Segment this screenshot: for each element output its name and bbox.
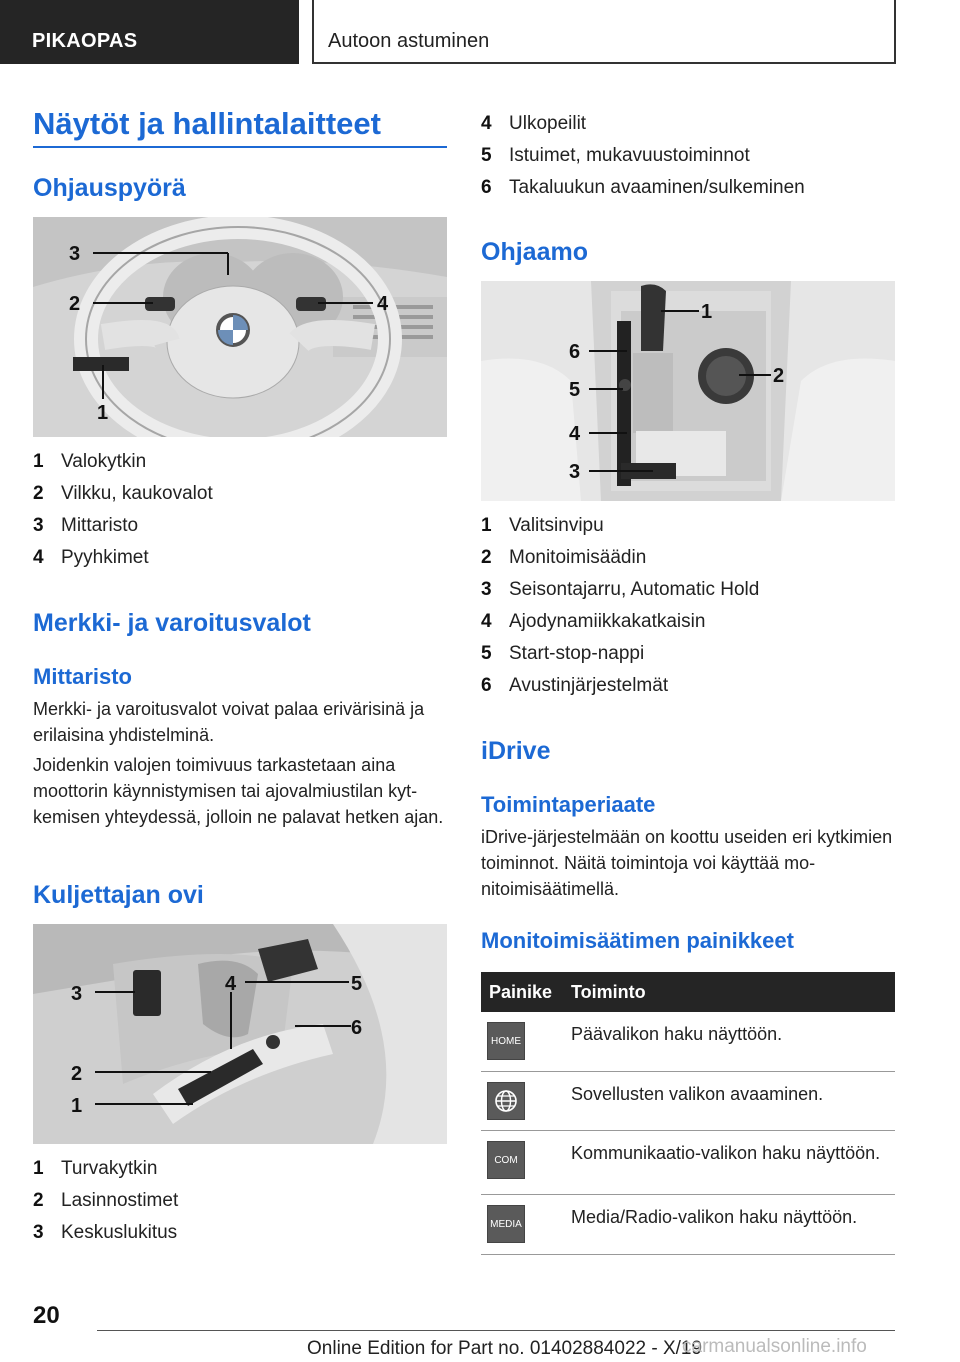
header-chapter-label: Autoon astuminen bbox=[328, 30, 490, 52]
list-item: 6 Avustinjärjestelmät bbox=[481, 675, 669, 696]
table-row bbox=[481, 1131, 895, 1195]
idrive-heading: iDrive bbox=[481, 737, 551, 765]
cockpit-callout: 3 bbox=[569, 461, 581, 483]
list-item: 2 Vilkku, kaukovalot bbox=[33, 483, 213, 504]
cockpit-callout: 4 bbox=[569, 423, 581, 445]
cockpit-callout: 5 bbox=[569, 379, 581, 401]
warning-subheading: Mittaristo bbox=[33, 664, 132, 689]
cockpit-photo bbox=[481, 281, 895, 501]
steering-list bbox=[33, 446, 213, 574]
door-callout: 1 bbox=[71, 1095, 83, 1117]
list-item: 3 Keskuslukitus bbox=[33, 1222, 178, 1243]
list-item: 3 Seisontajarru, Automatic Hold bbox=[481, 579, 760, 600]
footer-rule bbox=[97, 1330, 895, 1331]
list-item: 4 Ajodynamiikkakatkaisin bbox=[481, 611, 706, 632]
cockpit-callout: 1 bbox=[701, 301, 713, 323]
door-callout: 6 bbox=[351, 1017, 363, 1039]
door-callout: 2 bbox=[71, 1063, 83, 1085]
list-item: 1 Turvakytkin bbox=[33, 1158, 158, 1179]
cockpit-list bbox=[481, 510, 759, 702]
list-item: 1 Valitsinvipu bbox=[481, 515, 604, 536]
table-row bbox=[481, 1072, 895, 1131]
table-header bbox=[481, 972, 895, 1012]
door-list-continued bbox=[481, 108, 805, 204]
table-cell: Päävalikon haku näyttöön. bbox=[571, 1024, 783, 1044]
steering-wheel-illustration bbox=[33, 217, 447, 437]
door-heading: Kuljettajan ovi bbox=[33, 881, 204, 909]
list-item: 5 Start-stop-nappi bbox=[481, 643, 645, 664]
idrive-subheading: Toimintaperiaate bbox=[481, 792, 656, 817]
list-item: 2 Monitoimisäädin bbox=[481, 547, 647, 568]
table-cell: Kommunikaatio-valikon haku näyttöön. bbox=[571, 1143, 881, 1163]
list-item: 4 Pyyhkimet bbox=[33, 547, 149, 568]
apps-globe-button-icon bbox=[487, 1082, 525, 1120]
steering-wheel-photo bbox=[33, 217, 447, 437]
home-button-icon: HOME bbox=[487, 1022, 525, 1060]
warning-heading: Merkki- ja varoitusvalot bbox=[33, 609, 311, 637]
list-item: 6 Takaluukun avaaminen/sulkeminen bbox=[481, 177, 805, 198]
cockpit-callout: 2 bbox=[773, 365, 785, 387]
steering-callout: 2 bbox=[69, 293, 81, 315]
footer-watermark: carmanualsonline.info bbox=[682, 1336, 867, 1357]
page-title: Näytöt ja hallintalaitteet bbox=[33, 106, 381, 141]
media-button-icon: MEDIA bbox=[487, 1205, 525, 1243]
door-list bbox=[33, 1153, 178, 1249]
cockpit-heading: Ohjaamo bbox=[481, 238, 588, 266]
steering-callout: 1 bbox=[97, 402, 109, 424]
driver-door-illustration bbox=[33, 924, 447, 1144]
header-chapter-tab bbox=[312, 0, 896, 64]
list-item: 2 Lasinnostimet bbox=[33, 1190, 179, 1211]
table-row bbox=[481, 1012, 895, 1072]
steering-callout: 4 bbox=[377, 293, 389, 315]
buttons-heading: Monitoimisäätimen painikkeet bbox=[481, 928, 794, 953]
title-rule bbox=[33, 146, 447, 148]
footer-edition: Online Edition for Part no. 01402884022 - X/19 bbox=[307, 1338, 703, 1359]
warning-paragraph-1: Merkki- ja varoitusvalot voivat palaa erivärisinä ja erilaisina yhdistelminä. bbox=[33, 699, 425, 745]
globe-icon bbox=[493, 1088, 519, 1114]
header-section-label: PIKAOPAS bbox=[32, 30, 138, 52]
door-callout: 5 bbox=[351, 973, 363, 995]
steering-heading: Ohjauspyörä bbox=[33, 174, 186, 202]
cockpit-illustration bbox=[481, 281, 895, 501]
list-item: 3 Mittaristo bbox=[33, 515, 139, 536]
idrive-paragraph: iDrive-järjestelmään on koottu useiden eri kytkimien toiminnot. Näitä toimintoja voi käyttää monitoimisäätimellä. bbox=[481, 827, 893, 899]
list-item: 1 Valokytkin bbox=[33, 451, 147, 472]
cockpit-callout: 6 bbox=[569, 341, 581, 363]
header-section-tab bbox=[0, 0, 299, 64]
table-col-header: Toiminto bbox=[571, 981, 646, 1002]
table-col-header: Painike bbox=[489, 981, 553, 1002]
com-button-icon: COM bbox=[487, 1141, 525, 1179]
table-cell: Media/Radio-valikon haku näyttöön. bbox=[571, 1207, 858, 1227]
list-item: 4 Ulkopeilit bbox=[481, 113, 587, 134]
driver-door-photo bbox=[33, 924, 447, 1144]
page-number: 20 bbox=[33, 1302, 60, 1329]
buttons-table bbox=[481, 972, 895, 1255]
door-callout: 3 bbox=[71, 983, 83, 1005]
list-item: 5 Istuimet, mukavuustoiminnot bbox=[481, 145, 750, 166]
table-row bbox=[481, 1195, 895, 1255]
warning-paragraph-2: Joidenkin valojen toimivuus tarkastetaan aina moottorin käynnistymisen tai ajovalmiustilan kytkemisen yhteydessä, jolloin ne palavat hetken ajan. bbox=[33, 755, 444, 827]
door-callout: 4 bbox=[225, 973, 237, 995]
steering-callout: 3 bbox=[69, 243, 81, 265]
table-cell: Sovellusten valikon avaaminen. bbox=[571, 1084, 824, 1104]
